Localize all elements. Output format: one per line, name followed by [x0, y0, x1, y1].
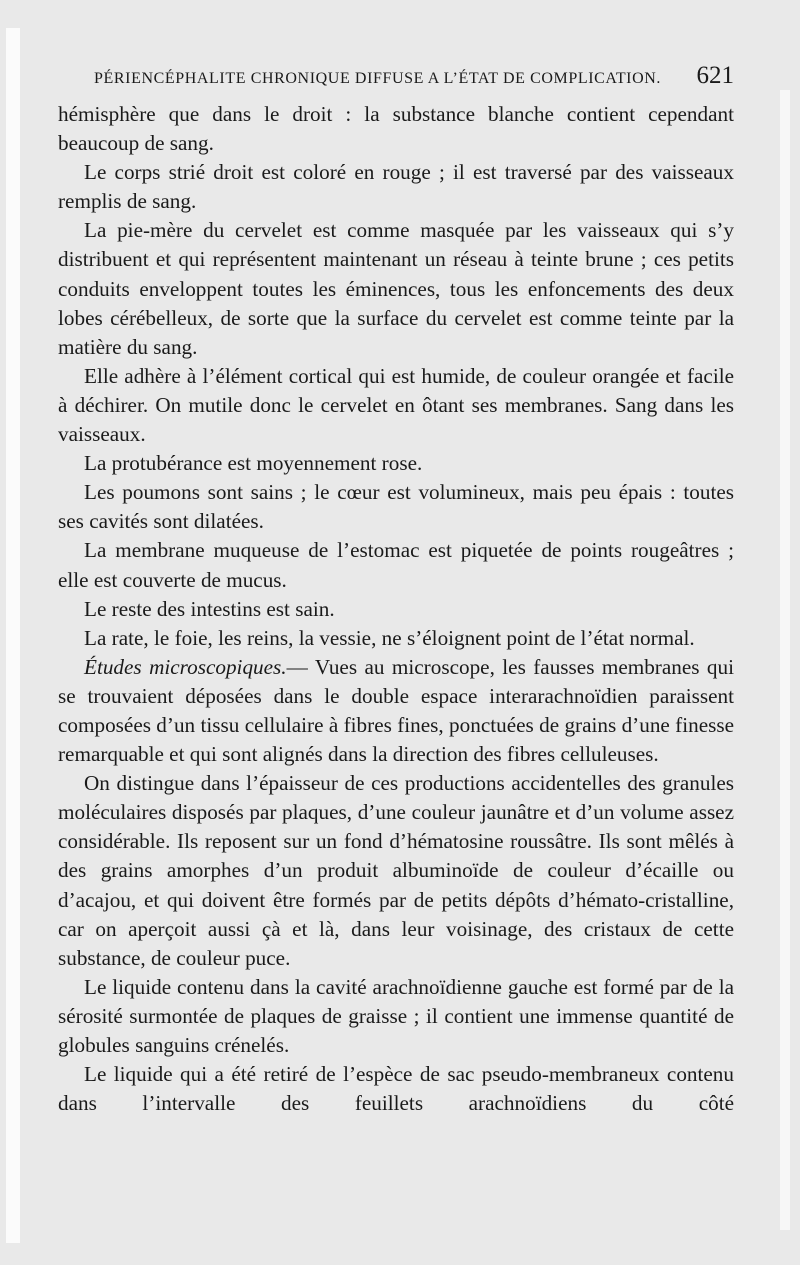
- paragraph-text: Le reste des intestins est sain.: [84, 596, 335, 621]
- paragraph-text: Le liquide contenu dans la cavité arachnoïdienne gauche est formé par de la sérosité surmontée de plaques de graisse ; il contient une immense quantité de globules sanguins crénelés.: [58, 974, 734, 1057]
- paragraph-text: La rate, le foie, les reins, la vessie, ne s’éloignent point de l’état normal.: [84, 625, 695, 650]
- paragraph-text: La pie-mère du cervelet est comme masquée par les vaisseaux qui s’y distribuent et qui représentent maintenant un réseau à teinte brune ; ces petits conduits enveloppent toutes les éminences, tous les enfoncements des deux lobes cérébelleux, de sorte que la surface du cervelet est comme teinte par la matière du sang.: [58, 218, 734, 359]
- paragraph: [58, 158, 734, 216]
- running-head: [58, 62, 734, 100]
- body-text: [58, 100, 734, 1118]
- paragraph: [58, 624, 734, 653]
- paragraph: [58, 216, 734, 361]
- book-page: [58, 62, 734, 1118]
- paragraph: [58, 653, 734, 769]
- paragraph-text: Le liquide qui a été retiré de l’espèce de sac pseudo-membraneux contenu dans l’intervalle des feuillets arachnoïdiens du côté: [58, 1062, 734, 1116]
- paragraph: [58, 536, 734, 594]
- section-lead-italic: Études microscopiques.: [84, 654, 287, 679]
- paragraph-text: La protubérance est moyennement rose.: [84, 451, 423, 476]
- paragraph: [58, 478, 734, 536]
- paragraph: [58, 769, 734, 973]
- page-number: 621: [696, 62, 734, 89]
- paragraph: [58, 1060, 734, 1118]
- paragraph: [58, 449, 734, 478]
- paragraph-text: Les poumons sont sains ; le cœur est volumineux, mais peu épais : toutes ses cavités sont dilatées.: [58, 480, 734, 534]
- paragraph: [58, 100, 734, 158]
- paragraph: [58, 973, 734, 1060]
- scan-edge-right: [780, 90, 790, 1230]
- scan-edge-left: [6, 28, 20, 1243]
- paragraph: [58, 362, 734, 449]
- paragraph-text: hémisphère que dans le droit : la substance blanche contient cependant beaucoup de sang.: [58, 102, 734, 156]
- paragraph-text: — Vues au microscope, les fausses membranes qui se trouvaient déposées dans le double espace interarachnoïdien paraissent composées d’un tissu cellulaire à fibres fines, ponctuées de grains d’une finesse remarquable et qui sont alignés dans la direction des fibres celluleuses.: [58, 654, 735, 767]
- paragraph-text: Elle adhère à l’élément cortical qui est humide, de couleur orangée et facile à déchirer. On mutile donc le cervelet en ôtant ses membranes. Sang dans les vaisseaux.: [58, 363, 734, 447]
- paragraph-text: On distingue dans l’épaisseur de ces productions accidentelles des granules moléculaires disposés par plaques, d’une couleur jaunâtre et d’un volume assez considérable. Ils reposent sur un fond d’hématosine roussâtre. Ils sont mêlés à des grains amorphes d’un produit albuminoïde de couleur d’écaille ou d’acajou, et qui doivent être formés par de petits dépôts d’hémato-cristalline, car on aperçoit aussi çà et là, dans leur voisinage, des cristaux de cette substance, de couleur puce.: [58, 771, 734, 970]
- paragraph: [58, 595, 734, 624]
- paragraph-text: Le corps strié droit est coloré en rouge ; il est traversé par des vaisseaux remplis de sang.: [58, 160, 734, 214]
- paragraph-text: La membrane muqueuse de l’estomac est piquetée de points rougeâtres ; elle est couverte de mucus.: [58, 538, 734, 592]
- running-title: PÉRIENCÉPHALITE CHRONIQUE DIFFUSE A L’ÉTAT DE COMPLICATION.: [94, 70, 662, 87]
